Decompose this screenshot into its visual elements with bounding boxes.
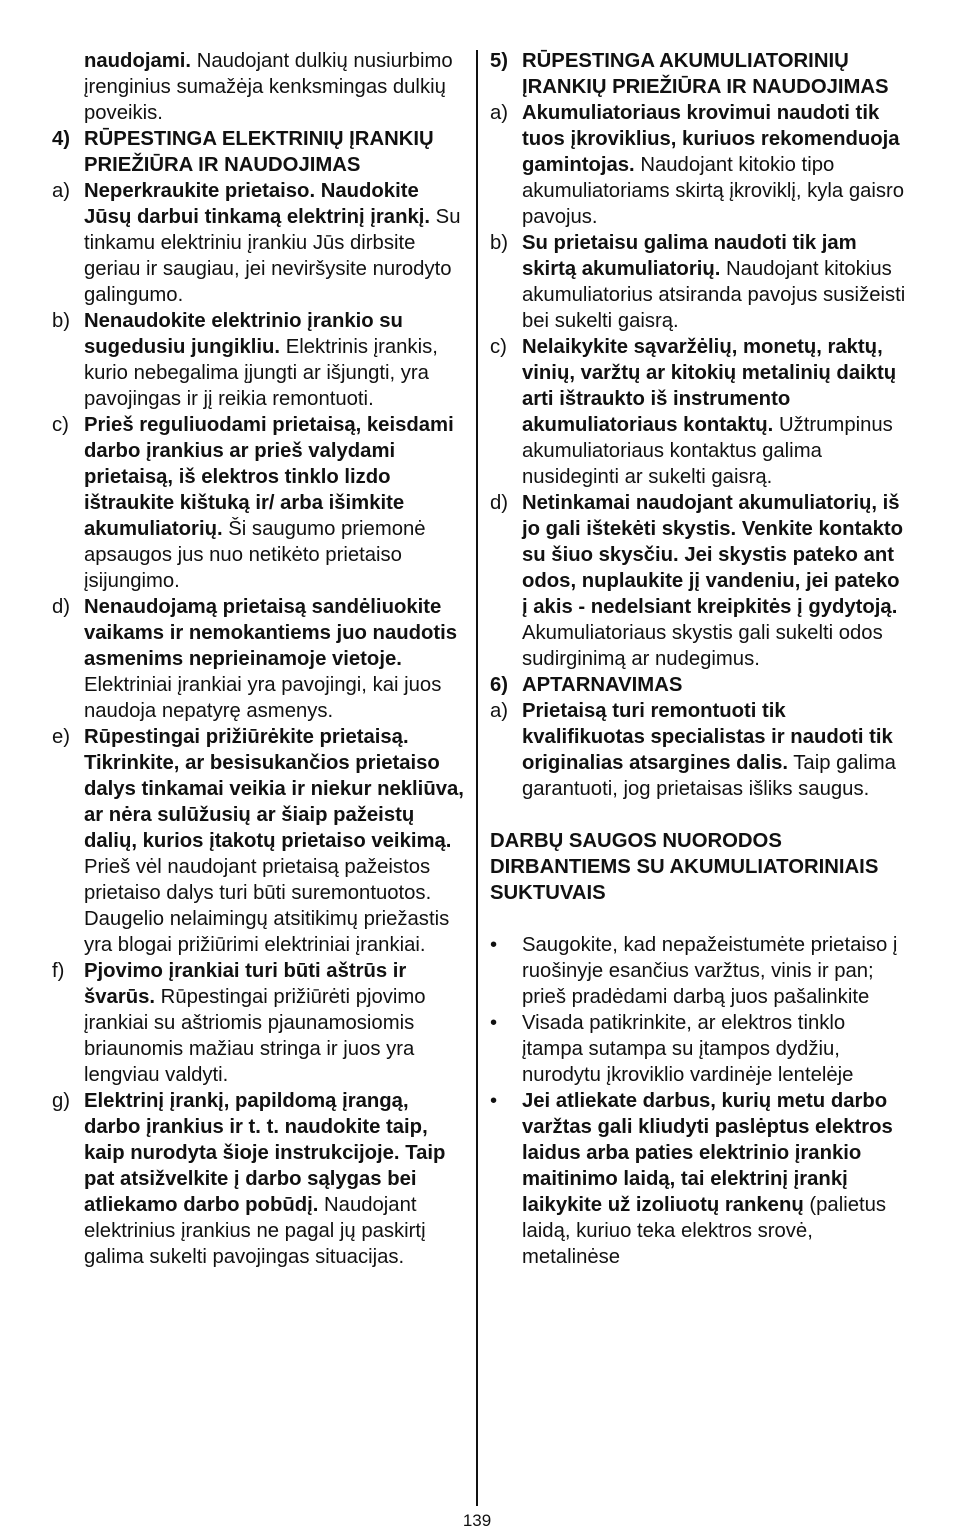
section-title: RŪPESTINGA AKUMULIATORINIŲ ĮRANKIŲ PRIEŽIŪRA IR NAUDOJIMAS <box>522 50 889 98</box>
list-item <box>490 334 906 490</box>
section-title: APTARNAVIMAS <box>522 674 683 696</box>
item-marker: f) <box>52 960 65 982</box>
item-body <box>522 490 906 672</box>
item-body <box>84 594 466 724</box>
item-marker: • <box>490 934 498 956</box>
item-bold-text: Akumuliatoriaus krovimui naudoti tik tuos įkroviklius, kuriuos rekomenduoja gamintojas. <box>522 102 900 176</box>
item-text: Naudojant kitokius akumuliatorius atsiranda pavojus susižeisti bei sukelti gaisrą. <box>522 258 906 332</box>
item-text: Naudojant elektrinius įrankius ne pagal jų paskirtį galima sukelti pavojingas situacijas. <box>84 1194 426 1268</box>
item-marker: d) <box>490 492 509 514</box>
item-marker: c) <box>52 414 69 436</box>
section-5-items <box>490 100 906 672</box>
item-marker: b) <box>52 310 71 332</box>
item-body <box>522 334 906 490</box>
item-text: Taip galima garantuoti, jog prietaisas išliks saugus. <box>522 752 896 800</box>
item-marker: b) <box>490 232 509 254</box>
list-item <box>52 178 466 308</box>
item-text: Užtrumpinus akumuliatoriaus kontaktus galima nusideginti ar sukelti gaisrą. <box>522 414 893 488</box>
item-text: Visada patikrinkite, ar elektros tinklo įtampa sutampa su įtampos dydžiu, nurodytu įkroviklio vardinėje lentelėje <box>522 1012 854 1086</box>
list-item <box>52 594 466 724</box>
section-title: RŪPESTINGA ELEKTRINIŲ ĮRANKIŲ PRIEŽIŪRA IR NAUDOJIMAS <box>84 128 434 176</box>
item-body <box>522 932 906 1010</box>
list-item <box>490 490 906 672</box>
section-4-heading <box>52 126 466 178</box>
section-number: 4) <box>52 128 71 150</box>
item-marker: g) <box>52 1090 71 1112</box>
item-body <box>84 958 466 1088</box>
item-bold-text: Rūpestingai prižiūrėkite prietaisą. Tikrinkite, ar besisukančios prietaiso dalys tinkamai veikia ir niekur nekliūva, ar nėra sulūžusių ar šiaip pažeistų dalių, kurios įtakotų prietaiso veikimą. <box>84 726 464 852</box>
item-text: Elektrinis įrankis, kurio nebegalima įjungti ar išjungti, yra pavojingas ir jį reikia remontuoti. <box>84 336 438 410</box>
intro-text: Naudojant dulkių nusiurbimo įrenginius sumažėja kenksmingas dulkių poveikis. <box>84 50 453 124</box>
item-marker: • <box>490 1012 498 1034</box>
item-text: Su tinkamu elektriniu įrankiu Jūs dirbsite geriau ir saugiau, jei neviršysite nurodyto galingumo. <box>84 206 461 306</box>
item-bold-text: Neperkraukite prietaiso. Naudokite Jūsų darbui tinkamą elektrinį įrankį. <box>84 180 431 228</box>
item-bold-text: Su prietaisu galima naudoti tik jam skirtą akumuliatorių. <box>522 232 857 280</box>
intro-bold: naudojami. <box>84 50 192 72</box>
item-bold-text: Elektrinį įrankį, papildomą įrangą, darbo įrankius ir t. t. naudokite taip, kaip nurodyta šioje instrukcijoje. Taip pat atsižvelkite į darbo sąlygas bei atliekamo darbo pobūdį. <box>84 1090 446 1216</box>
item-text: (palietus laidą, kuriuo teka elektros srovė, metalinėse <box>522 1194 887 1268</box>
section-6-items <box>490 698 906 802</box>
item-text: Elektriniai įrankiai yra pavojingi, kai juos naudoja nepatyrę asmenys. <box>84 674 442 722</box>
bullet-item <box>490 1010 906 1088</box>
item-marker: a) <box>490 700 509 722</box>
item-body <box>84 724 466 958</box>
list-item <box>52 308 466 412</box>
section-number: 5) <box>490 50 509 72</box>
item-text: Rūpestingai prižiūrėti pjovimo įrankiai su aštriomis pjaunamosiomis briaunomis mažiau stringa ir juos yra lengviau valdyti. <box>84 986 426 1086</box>
item-text: Naudojant kitokio tipo akumuliatoriams skirtą įkroviklį, kyla gaisro pavojus. <box>522 154 905 228</box>
item-marker: e) <box>52 726 71 748</box>
item-marker: c) <box>490 336 507 358</box>
right-column <box>490 48 906 1270</box>
item-marker: d) <box>52 596 71 618</box>
left-column <box>52 48 466 1270</box>
item-bold-text: Pjovimo įrankiai turi būti aštrūs ir švarūs. <box>84 960 407 1008</box>
item-bold-text: Nelaikykite sąvaržėlių, monetų, raktų, vinių, varžtų ar kitokių metalinių daiktų arti ištraukto iš instrumento akumuliatoriaus kontaktų. <box>522 336 897 436</box>
item-body <box>84 1088 466 1270</box>
item-body <box>522 1088 906 1270</box>
item-body <box>522 1010 906 1088</box>
list-item <box>490 100 906 230</box>
item-bold-text: Nenaudokite elektrinio įrankio su sugedusiu jungikliu. <box>84 310 403 358</box>
column-divider <box>476 50 478 1506</box>
item-body <box>84 178 466 308</box>
item-bold-text: Prieš reguliuodami prietaisą, keisdami darbo įrankius ar prieš valydami prietaisą, iš elektros tinklo lizdo ištraukite kištuką ir/ arba išimkite akumuliatorių. <box>84 414 454 540</box>
list-item <box>490 698 906 802</box>
item-text: Akumuliatoriaus skystis gali sukelti odos sudirginimą ar nudegimus. <box>522 622 883 670</box>
bullet-item <box>490 932 906 1010</box>
section-4-items <box>52 178 466 1270</box>
item-bold-text: Nenaudojamą prietaisą sandėliuokite vaikams ir nemokantiems juo naudotis asmenims neprieinamoje vietoje. <box>84 596 458 670</box>
item-marker: • <box>490 1090 498 1112</box>
list-item <box>52 412 466 594</box>
spacer <box>490 802 906 828</box>
intro-paragraph <box>84 48 466 126</box>
item-text: Saugokite, kad nepažeistumėte prietaiso į ruošinyje esančius varžtus, vinis ir pan; prieš pradėdami darbą juos pašalinkite <box>522 934 898 1008</box>
list-item <box>52 958 466 1088</box>
spacer <box>490 906 906 932</box>
page-number: 139 <box>462 1511 492 1530</box>
item-text: Ši saugumo priemonė apsaugos jus nuo netikėto prietaiso įsijungimo. <box>84 518 426 592</box>
safety-heading: DARBŲ SAUGOS NUORODOS DIRBANTIEMS SU AKUMULIATORINIAIS SUKTUVAIS <box>490 830 879 904</box>
list-item <box>52 1088 466 1270</box>
item-marker: a) <box>490 102 509 124</box>
safety-bullet-list <box>490 932 906 1270</box>
list-item <box>490 230 906 334</box>
item-body <box>84 308 466 412</box>
item-body <box>522 698 906 802</box>
item-bold-text: Netinkamai naudojant akumuliatorių, iš jo gali ištekėti skystis. Venkite kontakto su šiuo skysčiu. Jei skystis pateko ant odos, nuplaukite jį vandeniu, jei pateko į akis - nedelsiant kreipkitės į gydytoją. <box>522 492 903 618</box>
item-body <box>522 230 906 334</box>
list-item <box>52 724 466 958</box>
section-6-heading <box>490 672 906 698</box>
item-bold-text: Prietaisą turi remontuoti tik kvalifikuotas specialistas ir naudoti tik originalias atsargines dalis. <box>522 700 893 774</box>
bullet-item <box>490 1088 906 1270</box>
item-bold-text: Jei atliekate darbus, kurių metu darbo varžtas gali kliudyti paslėptus elektros laidus arba paties elektrinio įrankio maitinimo laidą, tai elektrinį įrankį laikykite už izoliuotų rankenų <box>522 1090 893 1216</box>
section-5-heading <box>490 48 906 100</box>
item-marker: a) <box>52 180 71 202</box>
item-body <box>522 100 906 230</box>
section-number: 6) <box>490 674 509 696</box>
item-body <box>84 412 466 594</box>
item-text: Prieš vėl naudojant prietaisą pažeistos prietaiso dalys turi būti suremontuotos. Daugelio nelaimingų atsitikimų priežastis yra blogai prižiūrimi elektriniai įrankiai. <box>84 856 450 956</box>
